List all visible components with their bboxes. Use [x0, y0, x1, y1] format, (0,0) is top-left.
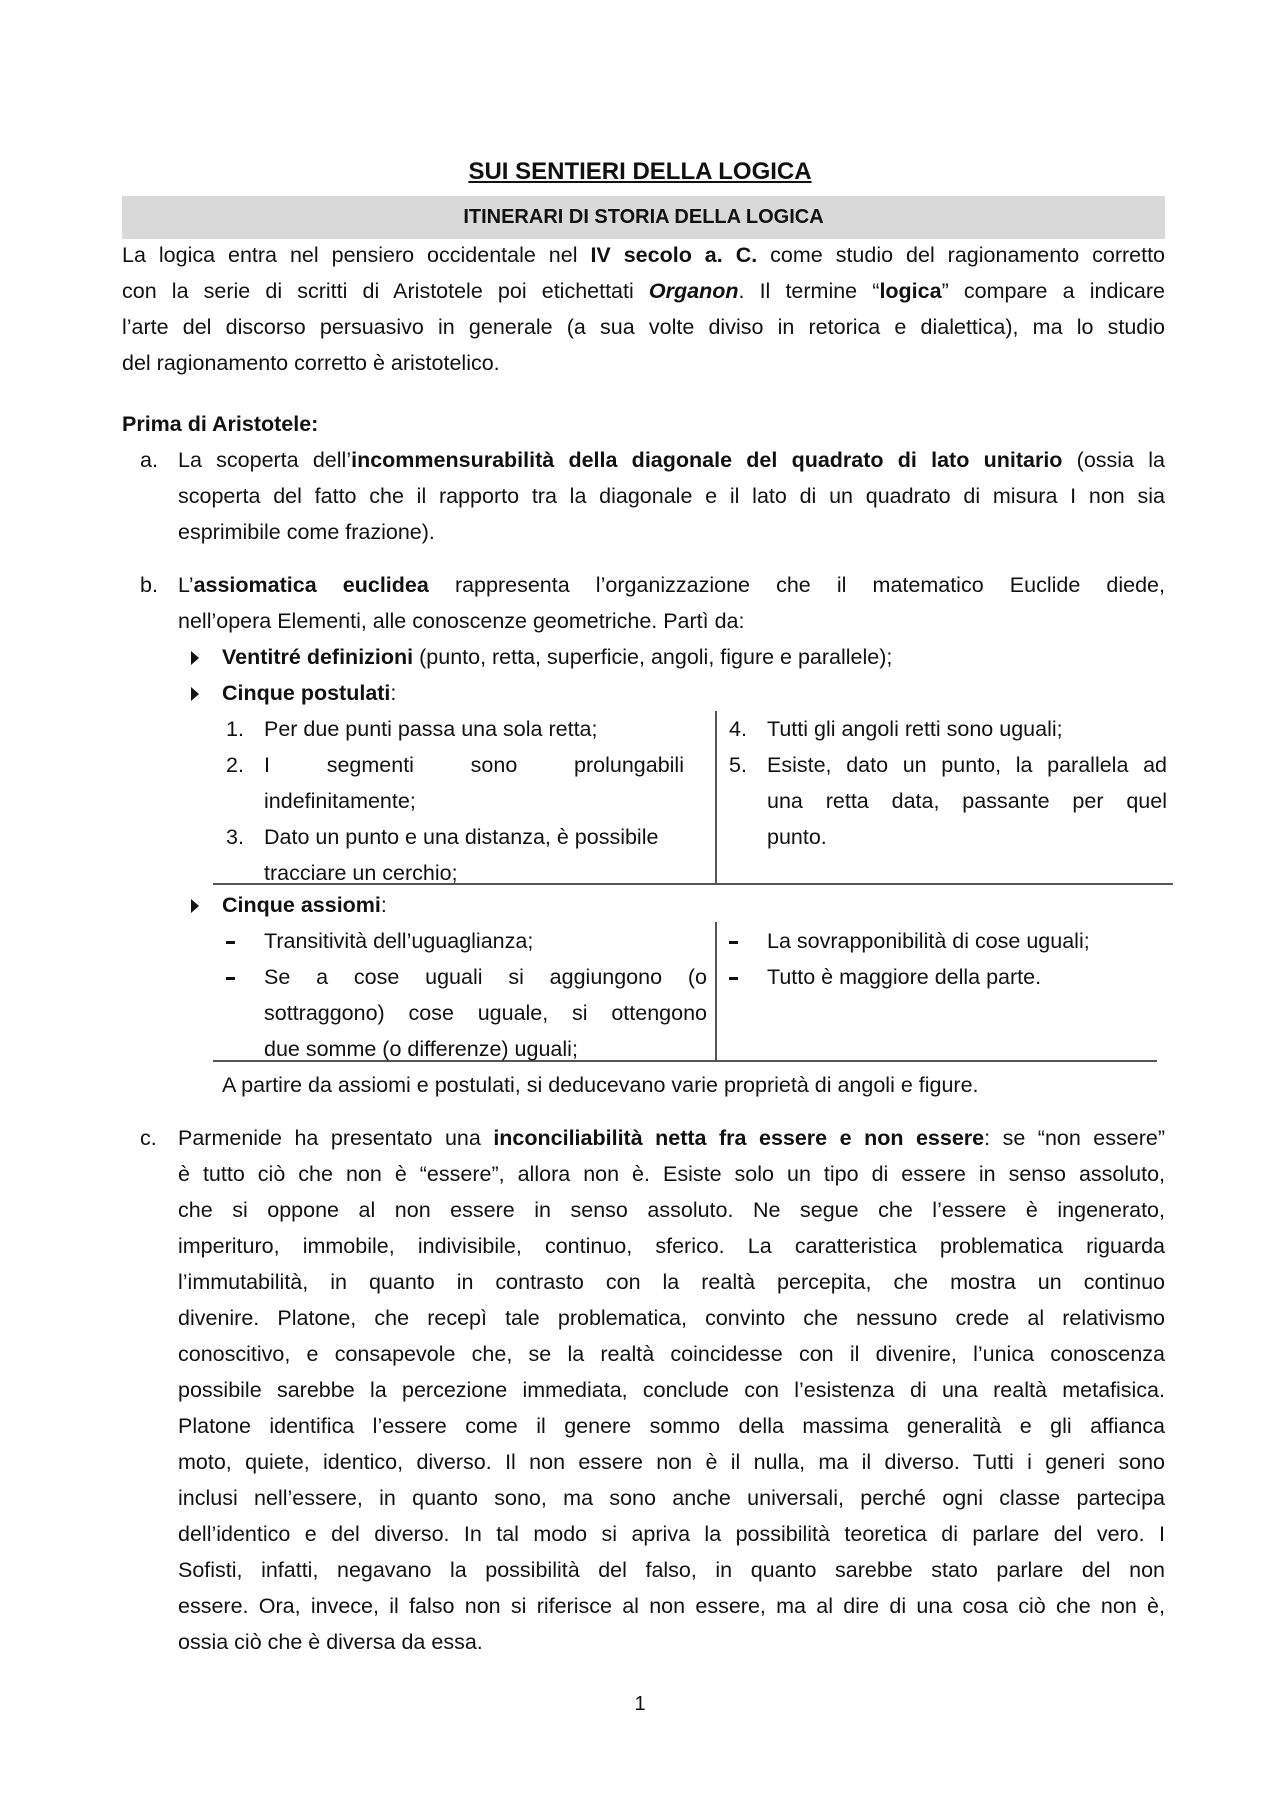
- item-c-line: che si oppone al non essere in senso assoluto. Ne segue che l’essere è ingenerato,: [178, 1198, 1165, 1222]
- text-run: : se “non essere”: [984, 1126, 1165, 1150]
- table-divider: [715, 711, 717, 885]
- intro-line-2: [122, 273, 1165, 309]
- axiom-text: Se a cose uguali si aggiungono (o: [264, 965, 707, 989]
- item-c-line: possibile sarebbe la percezione immediata, conclude con l’esistenza di una realtà metafisica.: [178, 1378, 1165, 1402]
- list-marker: a.: [140, 448, 158, 472]
- item-c-line: dell’identico e del diverso. In tal modo si apriva la possibilità teoretica di parlare del vero. I: [178, 1522, 1165, 1546]
- postulate-text: Dato un punto e una distanza, è possibile: [264, 825, 659, 849]
- axiom-text: sottraggono) cose uguale, si ottengono: [264, 1001, 707, 1025]
- text-run: :: [380, 893, 387, 917]
- item-a-line-3: esprimibile come frazione).: [178, 520, 435, 544]
- axiom-text: La sovrapponibilità di cose uguali;: [767, 929, 1090, 953]
- postulate-number: 4.: [729, 717, 747, 741]
- triangle-right-icon: [191, 675, 199, 711]
- item-c-line: l’immutabilità, in quanto in contrasto con la realtà percepita, che mostra un continuo: [178, 1270, 1165, 1294]
- intro-line-4: del ragionamento corretto è aristotelico.: [122, 351, 500, 375]
- text-run: Parmenide ha presentato una: [178, 1126, 494, 1150]
- dash-bullet-icon: [729, 923, 738, 959]
- item-c-line: Sofisti, infatti, negavano la possibilità del falso, in quanto sarebbe stato parlare del non: [178, 1558, 1165, 1582]
- bold-run: Ventitré definizioni: [222, 645, 414, 669]
- document-subtitle: ITINERARI DI STORIA DELLA LOGICA: [122, 196, 1165, 239]
- bold-run: IV secolo a. C.: [590, 243, 758, 267]
- triangle-right-icon: [191, 639, 199, 675]
- postulate-text: indefinitamente;: [264, 789, 416, 813]
- axiom-text: Transitività dell’uguaglianza;: [264, 929, 534, 953]
- bold-run: inconciliabilità netta fra essere e non essere: [493, 1126, 985, 1150]
- list-marker: b.: [140, 573, 158, 597]
- postulate-number: 1.: [226, 717, 244, 741]
- bold-run: logica: [879, 279, 942, 303]
- bullet-definitions: [222, 639, 892, 675]
- item-c-line: ossia ciò che è diversa da essa.: [178, 1630, 483, 1654]
- text-run: La logica entra nel pensiero occidentale nel: [122, 243, 591, 267]
- item-a-line-2: scoperta del fatto che il rapporto tra la diagonale e il lato di un quadrato di misura I non sia: [178, 484, 1165, 508]
- section-heading: Prima di Aristotele:: [122, 412, 319, 436]
- dash-bullet-icon: [226, 923, 235, 959]
- item-c-line: divenire. Platone, che recepì tale problematica, convinto che nessuno crede al relativismo: [178, 1306, 1165, 1330]
- text-run: . Il termine “: [738, 279, 880, 303]
- item-c-line: inclusi nell’essere, in quanto sono, ma sono anche universali, perché ogni classe partecipa: [178, 1486, 1165, 1510]
- postulate-number: 3.: [226, 825, 244, 849]
- postulate-text: una retta data, passante per quel: [767, 789, 1167, 813]
- item-b-line-2: nell’opera Elementi, alle conoscenze geometriche. Partì da:: [178, 609, 745, 633]
- text-run: con la serie di scritti di Aristotele poi etichettati: [122, 279, 649, 303]
- postulate-text: Esiste, dato un punto, la parallela ad: [767, 753, 1167, 777]
- axiom-text: due somme (o differenze) uguali;: [264, 1037, 578, 1061]
- intro-line-3: l’arte del discorso persuasivo in generale (a sua volte diviso in retorica e dialettica), ma lo studio: [122, 315, 1165, 339]
- text-run: ” compare a indicare: [941, 279, 1166, 303]
- text-run: come studio del ragionamento corretto: [757, 243, 1166, 267]
- item-c-line: [178, 1120, 1165, 1156]
- postulate-number: 5.: [729, 753, 747, 777]
- dash-bullet-icon: [729, 959, 738, 995]
- item-c-line: conoscitivo, e consapevole che, se la realtà coincidesse con il divenire, l’unica conoscenza: [178, 1342, 1165, 1366]
- text-run: (punto, retta, superficie, angoli, figure e parallele);: [413, 645, 893, 669]
- item-c-line: è tutto ciò che non è “essere”, allora non è. Esiste solo un tipo di essere in senso assoluto,: [178, 1162, 1165, 1186]
- dash-bullet-icon: [226, 959, 235, 995]
- document-title: SUI SENTIERI DELLA LOGICA: [468, 158, 812, 185]
- axiom-text: Tutto è maggiore della parte.: [767, 965, 1042, 989]
- axioms-conclusion: A partire da assiomi e postulati, si deducevano varie proprietà di angoli e figure.: [222, 1073, 979, 1097]
- bold-run: incommensurabilità della diagonale del quadrato di lato unitario: [351, 448, 1063, 472]
- bullet-axioms: [222, 887, 387, 923]
- item-c-line: imperituro, immobile, indivisibile, continuo, sferico. La caratteristica problematica riguarda: [178, 1234, 1165, 1258]
- postulate-text: I segmenti sono prolungabili: [264, 753, 684, 777]
- page-number: 1: [634, 1693, 646, 1715]
- bold-run: Cinque assiomi: [222, 893, 381, 917]
- text-run: (ossia la: [1062, 448, 1165, 472]
- item-a-line-1: [178, 442, 1165, 478]
- item-c-line: moto, quiete, identico, diverso. Il non essere non è il nulla, ma il diverso. Tutti i generi sono: [178, 1450, 1165, 1474]
- item-c-line: essere. Ora, invece, il falso non si riferisce al non essere, ma al dire di una cosa ciò che non è,: [178, 1594, 1165, 1618]
- list-marker: c.: [140, 1126, 157, 1150]
- bullet-postulates: [222, 675, 396, 711]
- item-c-line: Platone identifica l’essere come il genere sommo della massima generalità e gli affianca: [178, 1414, 1165, 1438]
- postulate-number: 2.: [226, 753, 244, 777]
- triangle-right-icon: [191, 887, 199, 923]
- italic-bold-run: Organon: [648, 279, 739, 303]
- postulate-text: punto.: [767, 825, 827, 849]
- bold-run: Cinque postulati: [222, 681, 391, 705]
- intro-line-1: [122, 237, 1165, 273]
- text-run: rappresenta l’organizzazione che il matematico Euclide diede,: [428, 573, 1165, 597]
- bold-run: assiomatica euclidea: [193, 573, 429, 597]
- item-b-line-1: [178, 567, 1165, 603]
- text-run: L’: [178, 573, 194, 597]
- text-run: :: [390, 681, 397, 705]
- postulate-text: Per due punti passa una sola retta;: [264, 717, 598, 741]
- text-run: La scoperta dell’: [178, 448, 352, 472]
- table-divider: [715, 922, 717, 1062]
- postulate-text: tracciare un cerchio;: [264, 861, 458, 885]
- postulate-text: Tutti gli angoli retti sono uguali;: [767, 717, 1063, 741]
